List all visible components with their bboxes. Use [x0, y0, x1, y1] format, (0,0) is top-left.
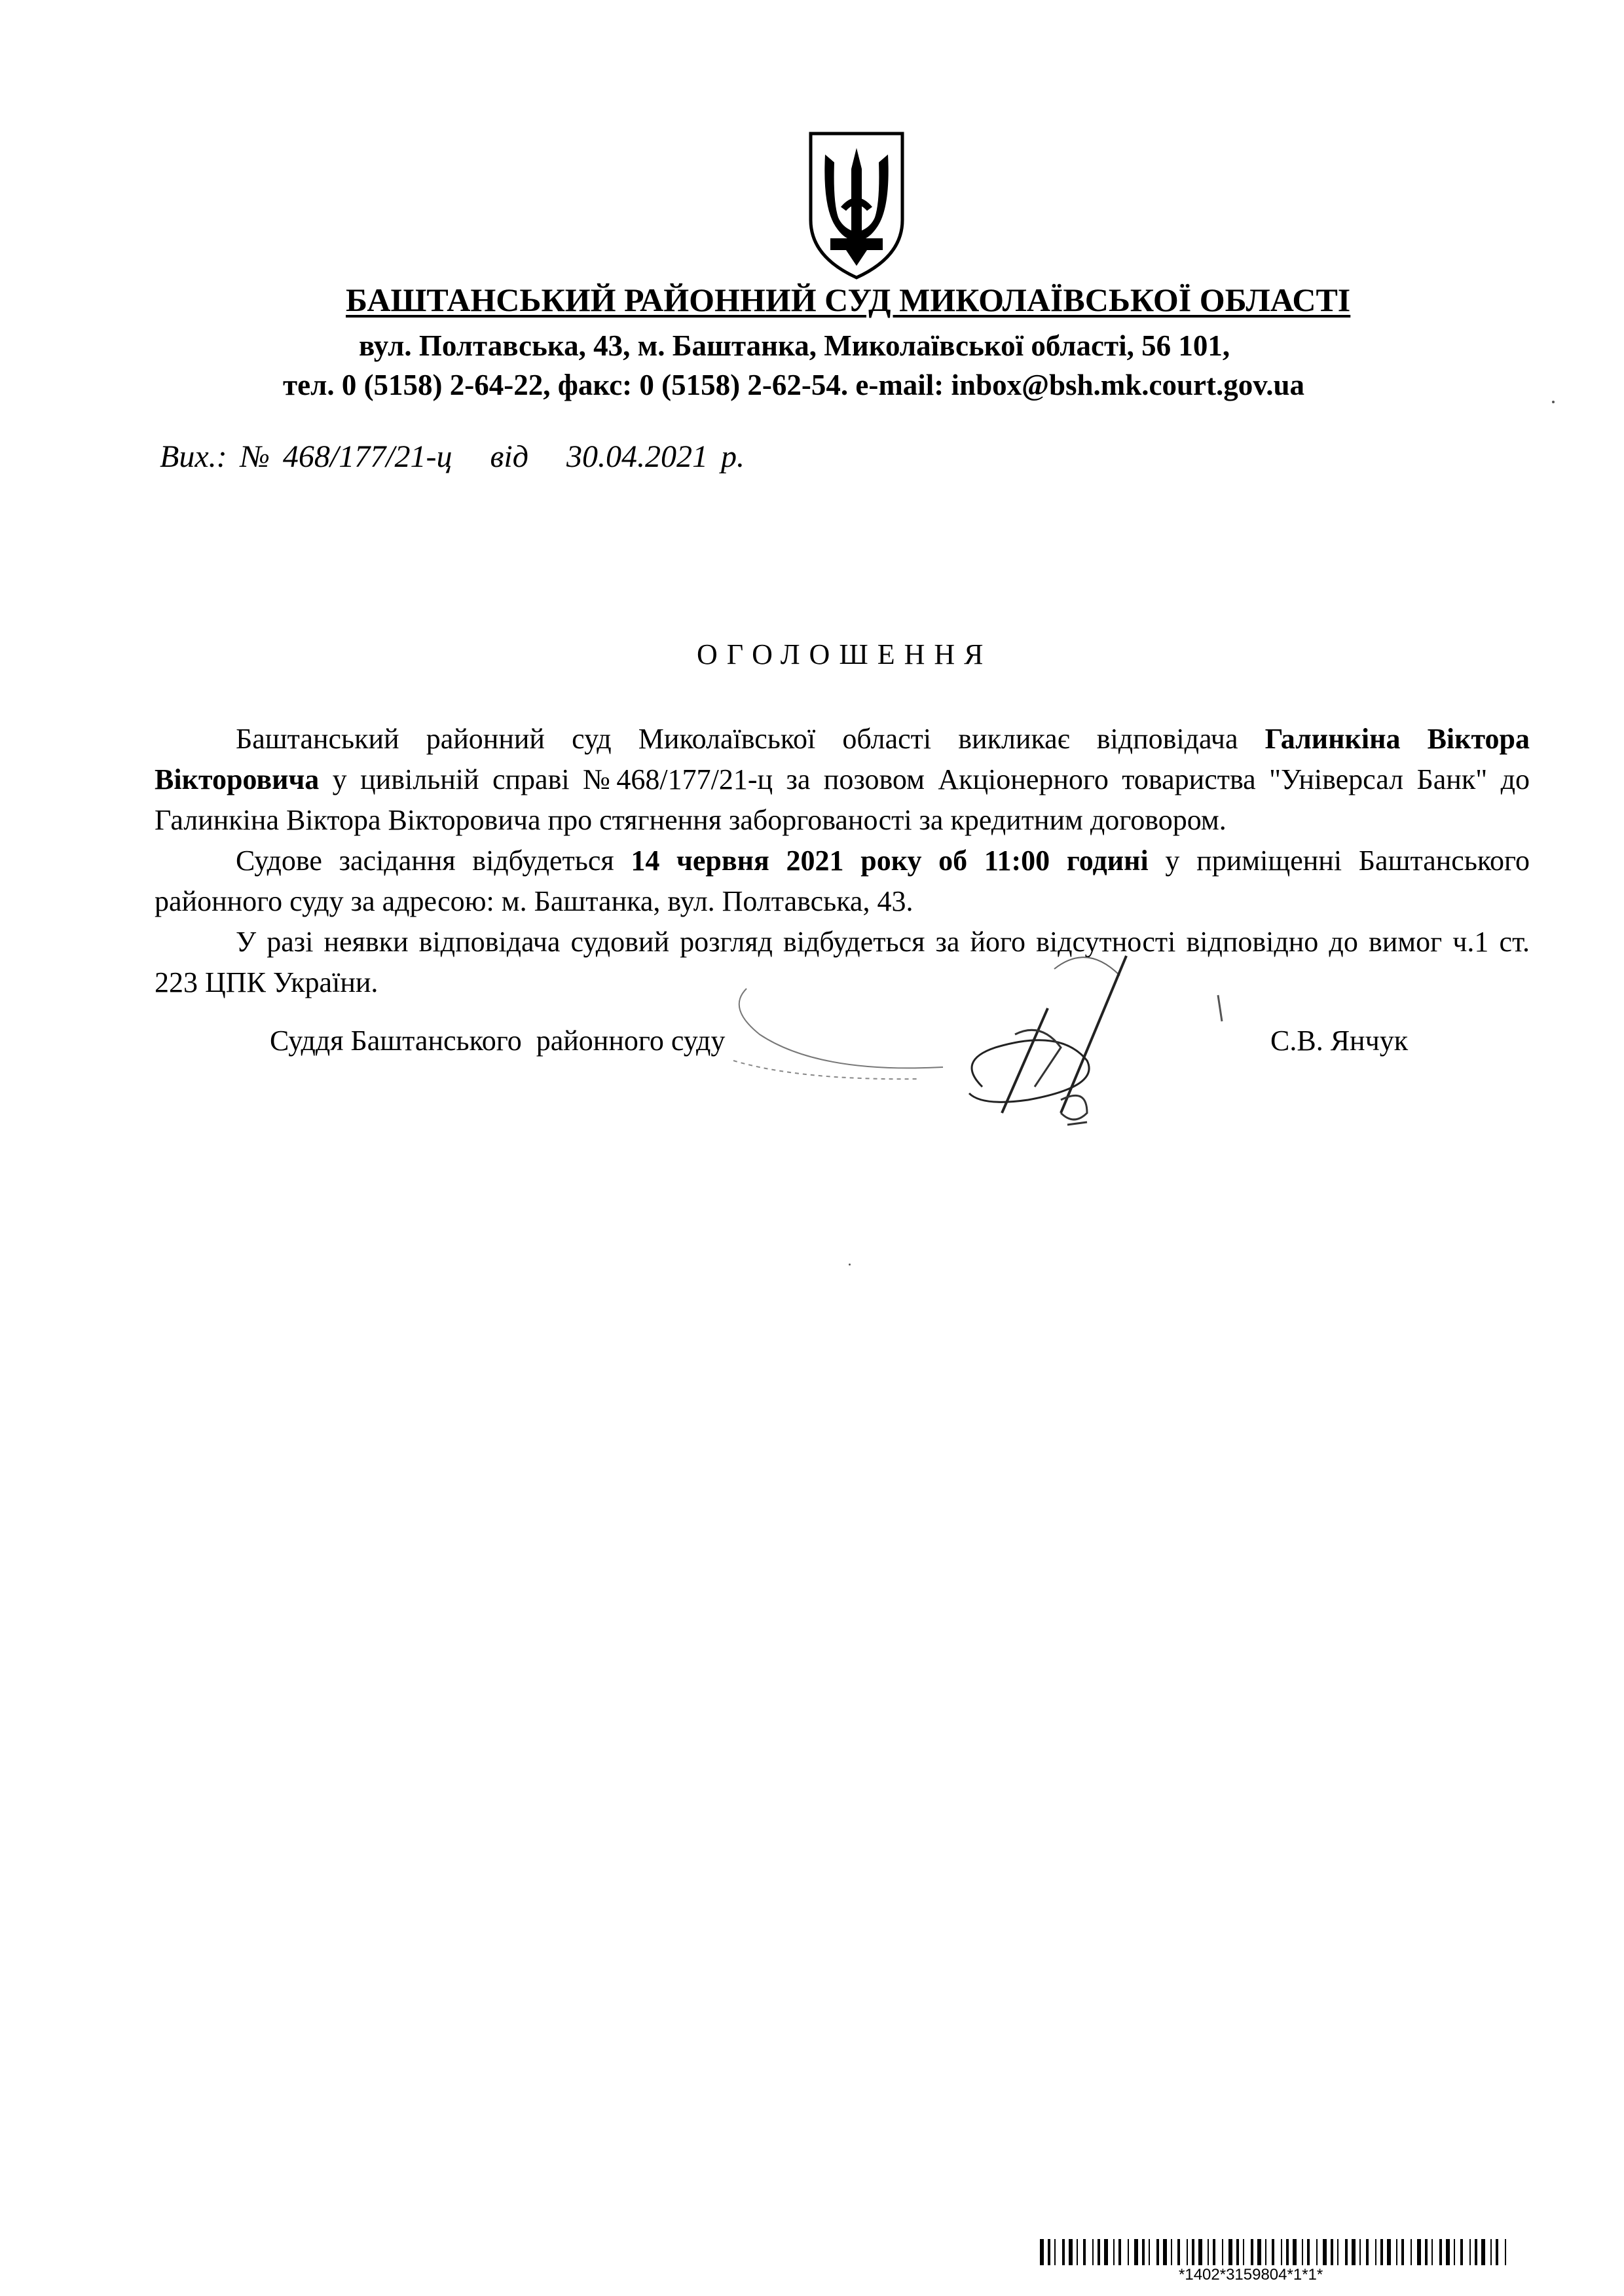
- reference-label: Вих.: №: [160, 439, 270, 474]
- court-name: БАШТАНСЬКИЙ РАЙОННИЙ СУД МИКОЛАЇВСЬКОЇ ОБЛАСТІ: [346, 282, 1351, 318]
- reference-suffix: р.: [720, 439, 745, 474]
- handwritten-signature: [720, 917, 1244, 1126]
- reference-number: 468/177/21-ц: [282, 439, 452, 474]
- judge-name: С.В. Янчук: [1270, 1025, 1409, 1057]
- announcement-title: ОГОЛОШЕННЯ: [697, 638, 993, 670]
- scan-speck: [849, 1264, 851, 1266]
- hearing-datetime: 14 червня 2021 року об 11:00 годині: [631, 845, 1149, 877]
- scan-speck: [1552, 401, 1555, 403]
- defendant-name: Галинкіна Віктора Вікторовича: [155, 723, 1530, 795]
- paragraph-hearing: Судове засідання відбудеться 14 червня 2021 року об 11:00 годині у приміщенні Баштанського районного суду за адресою: м. Баштанка, вул. Полтавська, 43.: [155, 845, 1530, 917]
- paragraph-absence: У разі неявки відповідача судовий розгляд відбудеться за його відсутності відповідно до вимог ч.1 ст. 223 ЦПК України.: [155, 926, 1530, 998]
- reference-from-label: від: [490, 439, 528, 474]
- court-address: вул. Полтавська, 43, м. Баштанка, Миколаївської області, 56 101,: [359, 329, 1230, 362]
- paragraph-summons: Баштанський районний суд Миколаївської області викликає відповідача Галинкіна Віктора Вікторовича у цивільній справі №468/177/21-ц за позовом Акціонерного товариства "Універсал Банк" до Галинкіна Віктора Вікторовича про стягнення заборгованості за кредитним договором.: [155, 723, 1530, 836]
- barcode-text: *1402*3159804*1*1*: [1179, 2266, 1323, 2284]
- judge-position: Суддя Баштанського районного суду: [270, 1025, 726, 1057]
- reference-date: 30.04.2021: [566, 439, 708, 474]
- barcode: [1040, 2239, 1511, 2265]
- outgoing-reference: [160, 437, 745, 477]
- trident-coat-of-arms-icon: [804, 128, 909, 283]
- court-contacts: тел. 0 (5158) 2-64-22, факс: 0 (5158) 2-62-54. e-mail: inbox@bsh.mk.court.gov.ua: [283, 369, 1305, 401]
